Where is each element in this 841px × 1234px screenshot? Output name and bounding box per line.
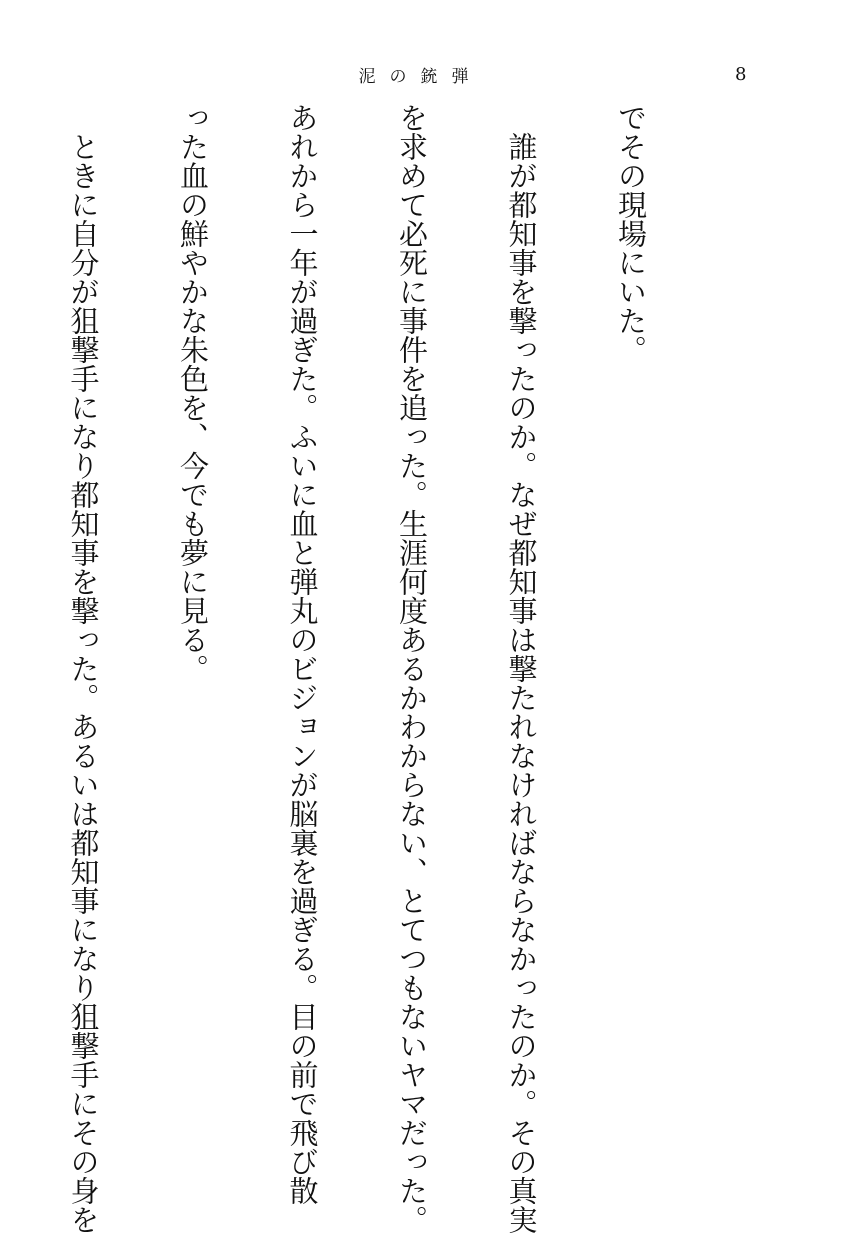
page-number: 8: [735, 64, 747, 85]
text-line: を求めて必死に事件を追った。生涯何度あるかわからない、とてつもないヤマだった。: [395, 103, 429, 1234]
text-line: ときに自分が狙撃手になり都知事を撃った。あるいは都知事になり狙撃手にその身を: [66, 103, 101, 1234]
text-line: でその現場にいた。: [614, 103, 648, 364]
text-line: 誰が都知事を撃ったのか。なぜ都知事は撃たれなければならなかったのか。その真実: [504, 103, 539, 1234]
body-text: [66, 103, 722, 1234]
text-line: った血の鮮やかな朱色を、今でも夢に見る。: [176, 103, 210, 683]
text-line: あれから一年が過ぎた。ふいに血と弾丸のビジョンが脳裏を過ぎる。目の前で飛び散: [285, 103, 320, 1205]
running-title: 泥の銃弾: [358, 67, 483, 87]
